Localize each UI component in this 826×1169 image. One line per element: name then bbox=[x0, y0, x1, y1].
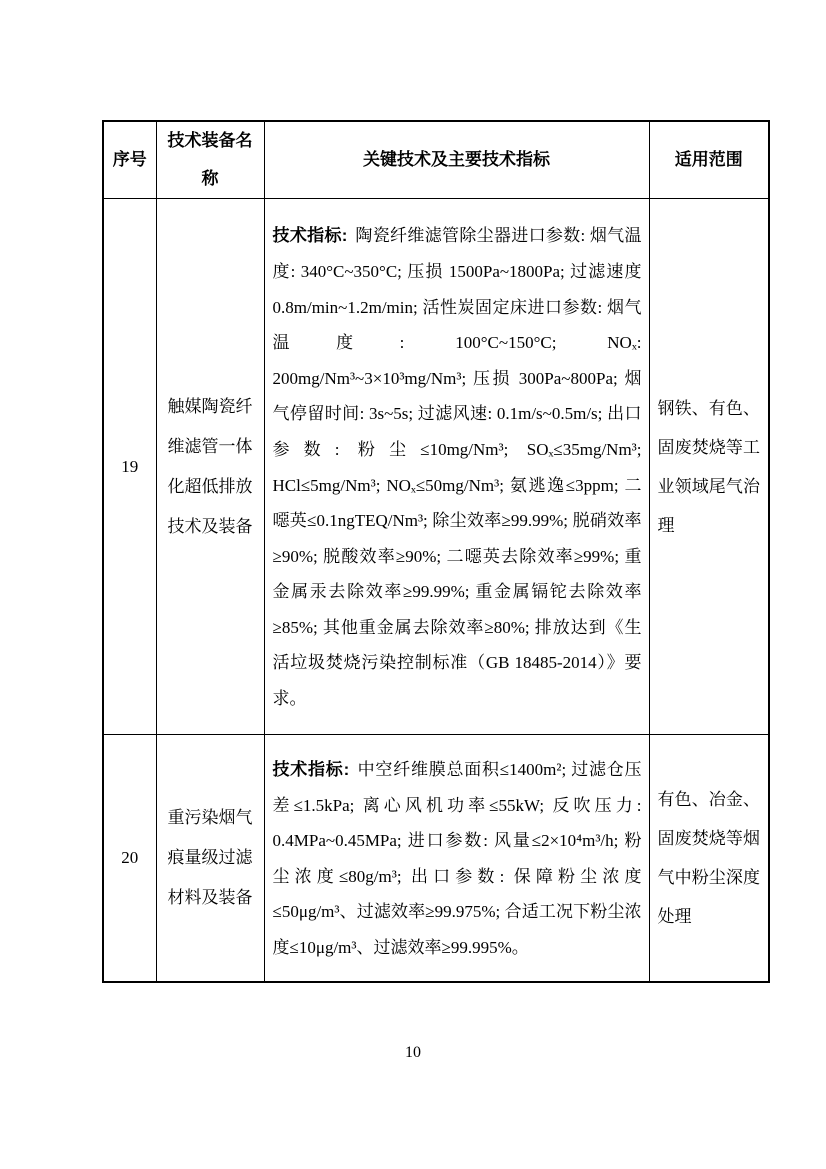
table-header-row bbox=[103, 121, 769, 199]
indicators-text: 中空纤维膜总面积≤1400m²; 过滤仓压差≤1.5kPa; 离心风机功率≤55kW; 反吹压力: 0.4MPa~0.45MPa; 进口参数: 风量≤2×10⁴m³/h; 粉尘浓度≤80g/m³; 出口参数: 保障粉尘浓度≤50μg/m³、过滤效率≥99.975%; 合适工况下粉尘浓度≤10μg/m³、过滤效率≥99.995%。 bbox=[272, 759, 642, 957]
header-scope: 适用范围 bbox=[649, 121, 769, 199]
indicators-text: 陶瓷纤维滤管除尘器进口参数: 烟气温度: 340°C~350°C; 压损 1500Pa~1800Pa; 过滤速度 0.8m/min~1.2m/min; 活性炭固定床进口参数: 烟气温度: 100°C~150°C; NOₓ: 200mg/Nm³~3×10³mg/Nm³; 压损 300Pa~800Pa; 烟气停留时间: 3s~5s; 过滤风速: 0.1m/s~0.5m/s; 出口参数: 粉尘≤10mg/Nm³; SOₓ≤35mg/Nm³; HCl≤5mg/Nm³; NOₓ≤50mg/Nm³; 氨逃逸≤3ppm; 二噁英≤0.1ngTEQ/Nm³; 除尘效率≥99.99%; 脱硝效率≥90%; 脱酸效率≥90%; 二噁英去除效率≥99%; 重金属汞去除效率≥99.99%; 重金属镉铊去除效率≥85%; 其他重金属去除效率≥80%; 排放达到《生活垃圾焚烧污染控制标准（GB 18485-2014）》要求。 bbox=[272, 226, 642, 709]
application-scope: 钢铁、有色、固废焚烧等工业领域尾气治理 bbox=[649, 199, 769, 735]
header-equipment-name: 技术装备名称 bbox=[156, 121, 264, 199]
row-index: 19 bbox=[103, 199, 156, 735]
indicators-label: 技术指标: bbox=[272, 226, 348, 246]
page-number: 10 bbox=[405, 1044, 421, 1061]
equipment-name: 重污染烟气痕量级过滤材料及装备 bbox=[156, 735, 264, 982]
header-key-indicators: 关键技术及主要技术指标 bbox=[264, 121, 649, 199]
row-index: 20 bbox=[103, 735, 156, 982]
application-scope: 有色、冶金、固废焚烧等烟气中粉尘深度处理 bbox=[649, 735, 769, 982]
indicators-label: 技术指标: bbox=[272, 759, 350, 779]
technology-spec-table bbox=[102, 120, 770, 983]
table-row bbox=[103, 735, 769, 982]
header-index: 序号 bbox=[103, 121, 156, 199]
equipment-name: 触媒陶瓷纤维滤管一体化超低排放技术及装备 bbox=[156, 199, 264, 735]
technical-indicators bbox=[264, 199, 649, 735]
table-row bbox=[103, 199, 769, 735]
technical-indicators bbox=[264, 735, 649, 982]
